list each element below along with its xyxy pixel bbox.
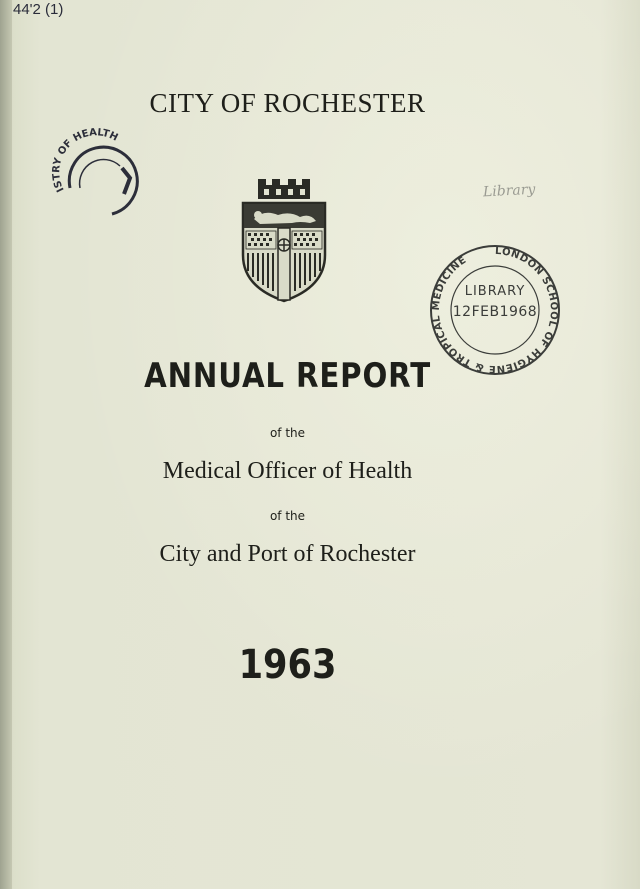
circular-library-stamp-icon [50,128,145,223]
of-the-connector-1: of the [269,426,306,440]
stamp-date: 12FEB1968 [452,304,538,320]
handwritten-library-note: Library [482,181,536,201]
city-crest-icon [240,175,328,305]
city-title: CITY OF ROCHESTER [149,88,426,118]
report-title: ANNUAL REPORT [144,356,432,396]
report-place: City and Port of Rochester [159,541,416,567]
report-year: 1963 [238,642,337,688]
report-subject: Medical Officer of Health [162,458,413,484]
shelfmark-annotation: 44'2 (1) [13,1,64,18]
left-stamp-text: ISTRY OF HEALTH [51,128,120,194]
stamp-library-label: LIBRARY [464,284,526,299]
stamp-ring-text: LONDON SCHOOL OF HYGIENE & TROPICAL MEDICINE [430,245,560,375]
binding-edge [0,0,12,889]
of-the-connector-2: of the [269,509,306,523]
